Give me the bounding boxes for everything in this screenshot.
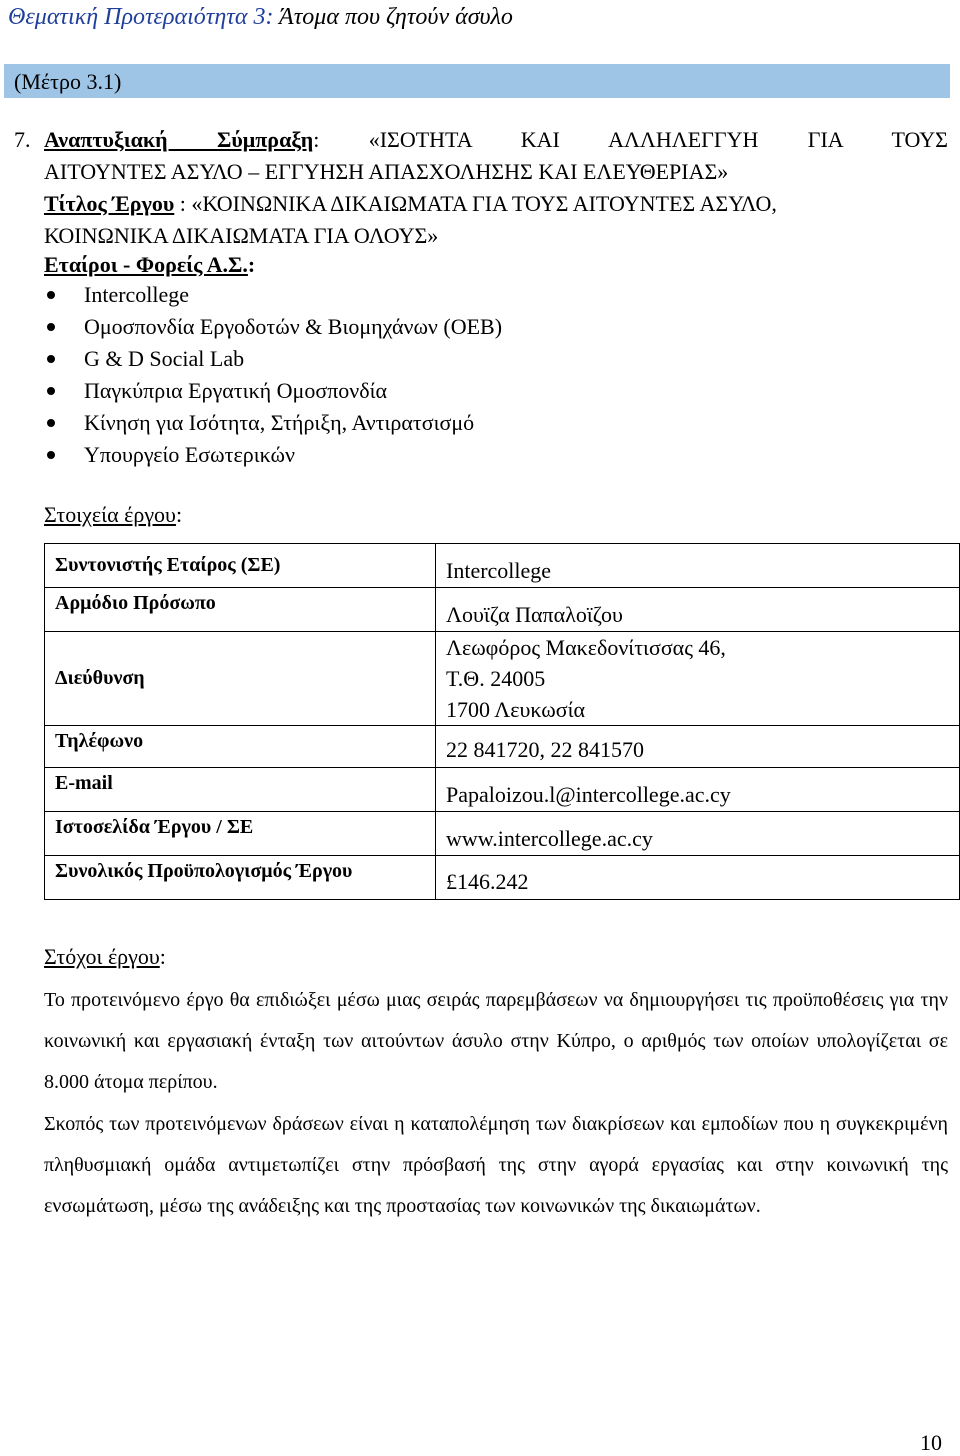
list-item: G & D Social Lab [44, 343, 502, 375]
row-value: Intercollege [436, 544, 960, 588]
project-details-label: Στοιχεία έργου [44, 502, 176, 527]
objectives-label: Στόχοι έργου [44, 944, 160, 969]
partnership-number: 7. [14, 127, 31, 152]
bullet-icon [47, 419, 55, 427]
row-value-address [436, 632, 960, 726]
objectives-paragraph-2: Σκοπός των προτεινόμενων δράσεων είναι η καταπολέμηση των διακρίσεων και εμποδίων που η συγκεκριμένη πληθυσμιακή ομάδα αντιμετωπίζει στην πρόσβασή της στην αγορά εργασίας και στην κοινωνική της ενσωμάτωση, μέσω της ανάδειξης και της προστασίας των κοινωνικών της δικαιωμάτων. [44, 1113, 948, 1217]
list-item: Κίνηση για Ισότητα, Στήριξη, Αντιρατσισμό [44, 407, 502, 439]
section-title-rest: Άτομα που ζητούν άσυλο [273, 4, 513, 30]
page-number: 10 [920, 1430, 942, 1455]
row-label: Διεύθυνση [45, 632, 436, 726]
partnership-label: Αναπτυξιακή Σύμπραξη [44, 127, 314, 152]
address-line: Λεωφόρος Μακεδονίτισσας 46, [446, 635, 726, 660]
project-title-part2: ΚΟΙΝΩΝΙΚΑ ΔΙΚΑΙΩΜΑΤΑ ΓΙΑ ΟΛΟΥΣ» [44, 223, 439, 248]
partners-heading [44, 252, 255, 278]
objectives-heading: Στόχοι έργου: [44, 944, 166, 969]
objectives-paragraph-1: Το προτεινόμενο έργο θα επιδιώξει μέσω μιας σειράς παρεμβάσεων να δημιουργήσει τις προϋποθέσεις για την κοινωνική και εργασιακή ένταξη των αιτούντων άσυλο στην Κύπρο, ο αριθμός των οποίων υπολογίζεται σε 8.000 άτομα περίπου. [44, 989, 948, 1093]
row-value: £146.242 [436, 856, 960, 900]
row-label: Συντονιστής Εταίρος (ΣΕ) [45, 544, 436, 588]
table-row [45, 726, 960, 768]
bullet-icon [47, 323, 55, 331]
row-label: Ιστοσελίδα Έργου / ΣΕ [45, 812, 436, 856]
project-details-heading: Στοιχεία έργου: [44, 502, 183, 527]
partnership-name-part2: ΑΙΤΟΥΝΤΕΣ ΑΣΥΛΟ – ΕΓΓΥΗΣΗ ΑΠΑΣΧΟΛΗΣΗΣ ΚΑΙ ΕΛΕΥΘΕΡΙΑΣ» [44, 159, 729, 184]
row-label: Συνολικός Προϋπολογισμός Έργου [45, 856, 436, 900]
row-label: E-mail [45, 768, 436, 812]
partners-label: Εταίροι - Φορείς Α.Σ. [44, 252, 248, 277]
table-row [45, 544, 960, 588]
partners-colon: : [247, 252, 256, 277]
project-title-part1: : «ΚΟΙΝΩΝΙΚΑ ΔΙΚΑΙΩΜΑΤΑ ΓΙΑ ΤΟΥΣ ΑΙΤΟΥΝΤΕΣ ΑΣΥΛΟ, [174, 191, 777, 216]
project-title-line-1 [44, 191, 777, 217]
table-row [45, 856, 960, 900]
row-value: Λουϊζα Παπαλοϊζου [436, 588, 960, 632]
list-item: Ομοσπονδία Εργοδοτών & Βιομηχάνων (ΟΕΒ) [44, 311, 502, 343]
address-line: 1700 Λευκωσία [446, 697, 586, 722]
bullet-icon [47, 451, 55, 459]
bullet-icon [47, 387, 55, 395]
section-title-accent: Θεματική Προτεραιότητα 3: [8, 4, 274, 30]
partnership-name-part1: : «ΙΣΟΤΗΤΑ ΚΑΙ ΑΛΛΗΛΕΓΓΥΗ ΓΙΑ ΤΟΥΣ [313, 127, 948, 152]
project-title-label: Τίτλος Έργου [44, 191, 175, 216]
project-details-table [44, 543, 960, 900]
row-value: www.intercollege.ac.cy [436, 812, 960, 856]
row-label: Τηλέφωνο [45, 726, 436, 768]
partners-list [44, 279, 502, 471]
address-line: Τ.Θ. 24005 [446, 666, 546, 691]
table-row [45, 812, 960, 856]
section-title [8, 4, 513, 31]
list-item: Παγκύπρια Εργατική Ομοσπονδία [44, 375, 502, 407]
table-row [45, 768, 960, 812]
table-row [45, 588, 960, 632]
row-value: Papaloizou.l@intercollege.ac.cy [436, 768, 960, 812]
list-item: Intercollege [44, 279, 502, 311]
bullet-icon [47, 291, 55, 299]
row-label: Αρμόδιο Πρόσωπο [45, 588, 436, 632]
table-row [45, 632, 960, 726]
bullet-icon [47, 355, 55, 363]
partnership-line-1 [44, 127, 948, 153]
measure-banner [4, 64, 950, 98]
list-item: Υπουργείο Εσωτερικών [44, 439, 502, 471]
row-value: 22 841720, 22 841570 [436, 726, 960, 768]
measure-label: (Μέτρο 3.1) [14, 69, 122, 94]
